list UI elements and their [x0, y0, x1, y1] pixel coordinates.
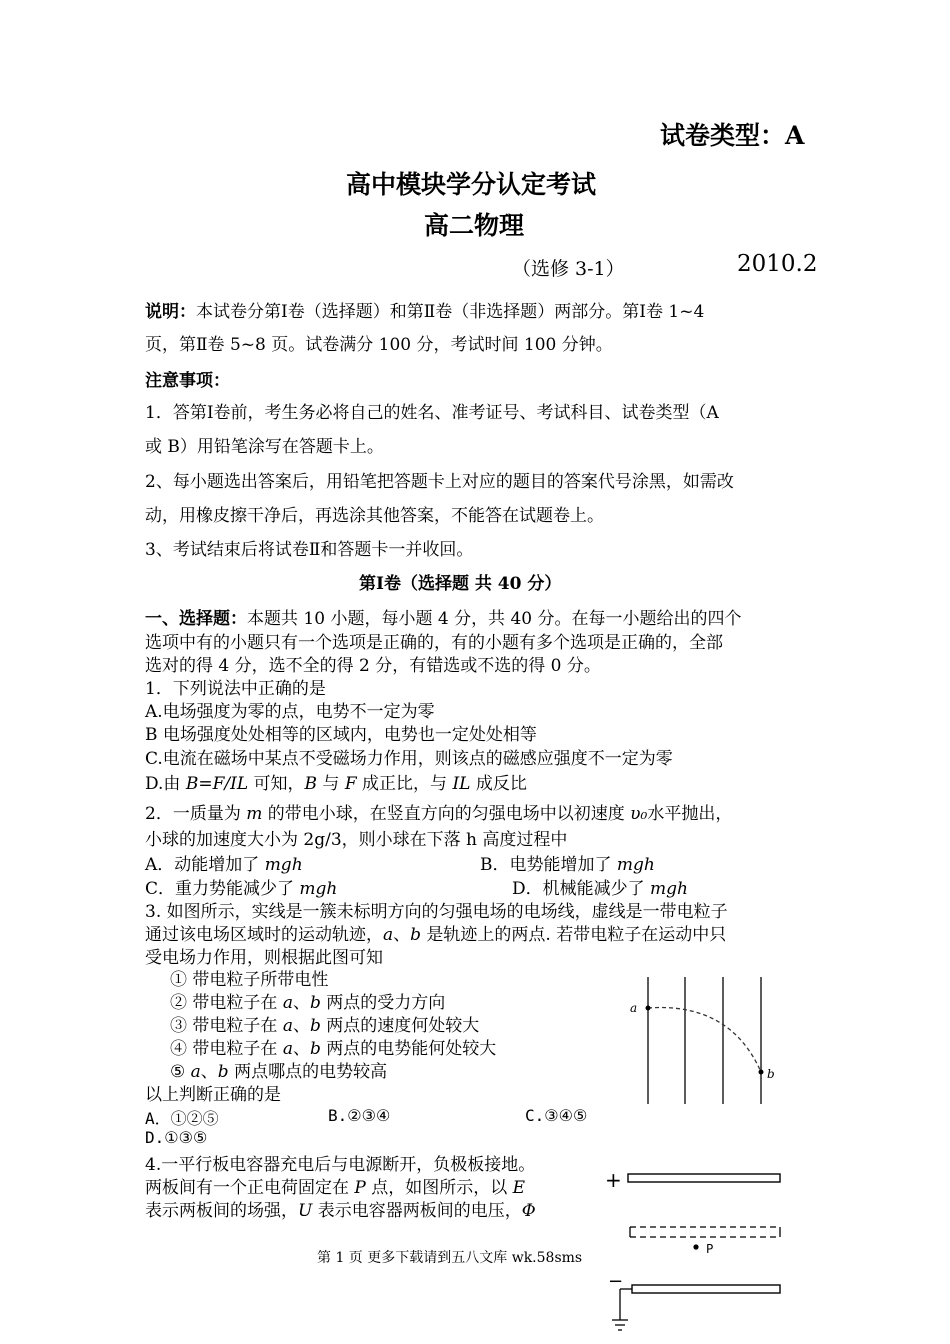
q4-line3	[145, 1196, 536, 1221]
q3-item2	[170, 988, 445, 1013]
q3-conclusion: 以上判断正确的是	[145, 1085, 281, 1105]
q2-mass: m	[246, 804, 263, 824]
q3-l2-sep: 、	[393, 925, 411, 945]
charge-p-dot	[693, 1244, 698, 1249]
section1-text: 本题共 10 小题，每小题 4 分，共 40 分。在每一小题给出的四个	[247, 609, 742, 629]
q1-option-b: B 电场强度处处相等的区域内，电势也一定处处相等	[145, 725, 537, 745]
q4-line1: 4.一平行板电容器充电后与电源断开，负极板接地。	[145, 1155, 536, 1175]
description-line1	[145, 297, 704, 322]
description-text: 本试卷分第Ⅰ卷（选择题）和第Ⅱ卷（非选择题）两部分。第Ⅰ卷 1~4	[196, 302, 705, 322]
q3-l2-a: a	[383, 925, 394, 945]
q1-d-pre: D.由	[145, 774, 186, 794]
q2-option-b	[480, 850, 655, 875]
q4-l3-pre: 表示两板间的场强，	[145, 1201, 298, 1221]
q2-c-text: C．重力势能减少了	[145, 879, 300, 899]
q1-stem: 1．下列说法中正确的是	[145, 679, 326, 699]
q3-i4-b: b	[309, 1039, 321, 1059]
q1-d-f: F	[344, 774, 357, 794]
q3-option-d: D.①③⑤	[145, 1128, 208, 1147]
q3-i5-post: 两点哪点的电势较高	[228, 1062, 388, 1082]
q1-d-mid2: 与	[317, 774, 345, 794]
q3-i4-sep: 、	[292, 1039, 310, 1059]
q3-l2-pre: 通过该电场区域时的运动轨迹，	[145, 925, 383, 945]
q2-option-d	[512, 874, 688, 899]
section1-line1	[145, 604, 742, 629]
q3-line1: 3. 如图所示，实线是一簇未标明方向的匀强电场的电场线，虚线是一带电粒子	[145, 902, 728, 922]
q4-l2-e: E	[512, 1178, 526, 1198]
q3-item3	[170, 1011, 479, 1036]
q1-d-b: B	[304, 774, 318, 794]
q1-option-c: C.电流在磁场中某点不受磁场力作用，则该点的磁感应强度不一定为零	[145, 749, 673, 769]
q3-i4-post: 两点的电势能何处较大	[320, 1039, 497, 1059]
description-line2: 页，第Ⅱ卷 5~8 页。试卷满分 100 分，考试时间 100 分钟。	[145, 335, 613, 355]
trajectory-curve	[648, 1008, 761, 1072]
section1-label: 一、选择题：	[145, 609, 247, 629]
positive-plate	[628, 1174, 780, 1182]
q4-l3-u: U	[298, 1201, 313, 1221]
q4-l3-phi: Φ	[521, 1201, 536, 1221]
q3-i5-sep: 、	[200, 1062, 218, 1082]
q3-i5-b: b	[217, 1062, 229, 1082]
note2-line2: 动，用橡皮擦干净后，再选涂其他答案，不能答在试题卷上。	[145, 506, 604, 526]
q3-i4-a: a	[282, 1039, 293, 1059]
q2-option-c	[145, 874, 337, 899]
q2-velocity: υ₀	[630, 804, 648, 824]
point-b-dot	[759, 1070, 764, 1075]
q3-option-a: A．①②⑤	[145, 1109, 219, 1128]
q2-l1-post: 水平抛出，	[647, 804, 733, 824]
section1-heading: 第Ⅰ卷（选择题 共 40 分）	[359, 574, 562, 594]
point-a-label: a	[630, 1001, 638, 1015]
q3-i2-sep: 、	[292, 993, 310, 1013]
q1-d-mid3: 成正比，与	[356, 774, 453, 794]
plus-sign: +	[605, 1168, 622, 1192]
q2-a-text: A．动能增加了	[145, 855, 265, 875]
q3-item1: ① 带电粒子所带电性	[170, 970, 329, 990]
q3-i3-b: b	[309, 1016, 321, 1036]
q1-d-il: IL	[452, 774, 471, 794]
q3-i3-pre: ③ 带电粒子在	[170, 1016, 283, 1036]
q4-l2-pre: 两板间有一个正电荷固定在	[145, 1178, 355, 1198]
point-b-label: b	[767, 1067, 775, 1081]
q3-i2-b: b	[309, 993, 321, 1013]
q2-line1	[145, 799, 732, 824]
q1-option-a: A.电场强度为零的点，电势不一定为零	[145, 702, 435, 722]
charge-p-label: P	[706, 1242, 714, 1256]
note2-line1: 2、每小题选出答案后，用铅笔把答题卡上对应的题目的答案代号涂黑，如需改	[145, 472, 734, 492]
description-label: 说明：	[145, 302, 196, 322]
q2-c-mgh: mgh	[299, 879, 338, 899]
q4-l2-mid: 点，如图所示，以	[365, 1178, 513, 1198]
q3-i3-post: 两点的速度何处较大	[320, 1016, 480, 1036]
q4-l2-p: P	[354, 1178, 366, 1198]
q3-l2-post: 是轨迹上的两点. 若带电粒子在运动中只	[421, 925, 727, 945]
note1-line2: 或 B）用铅笔涂写在答题卡上。	[145, 437, 384, 457]
q2-l1-pre: 2．一质量为	[145, 804, 247, 824]
q3-i5-a: a	[190, 1062, 201, 1082]
page-footer: 第 1 页 更多下载请到五八文库 wk.58sms	[317, 1250, 583, 1266]
section1-line3: 选对的得 4 分，选不全的得 2 分，有错选或不选的得 0 分。	[145, 656, 601, 676]
negative-plate	[632, 1285, 780, 1293]
q3-i5-pre: ⑤	[170, 1062, 191, 1082]
q3-i2-pre: ② 带电粒子在	[170, 993, 283, 1013]
q1-option-d	[145, 769, 527, 794]
note3: 3、考试结束后将试卷Ⅱ和答题卡一并收回。	[145, 540, 474, 560]
q2-line2: 小球的加速度大小为 2g/3，则小球在下落 h 高度过程中	[145, 830, 568, 850]
q3-line2	[145, 920, 726, 945]
q2-a-mgh: mgh	[264, 855, 303, 875]
note1-line1: 1．答第Ⅰ卷前，考生务必将自己的姓名、准考证号、考试科目、试卷类型（A	[145, 403, 719, 423]
q2-b-text: B．电势能增加了	[480, 855, 617, 875]
q3-option-c: C.③④⑤	[525, 1106, 588, 1125]
q1-d-mid1: 可知，	[248, 774, 305, 794]
q4-l3-mid: 表示电容器两板间的电压，	[312, 1201, 522, 1221]
q1-d-formula: B=F/IL	[185, 774, 249, 794]
minus-sign: −	[608, 1271, 624, 1292]
exam-date: 2010.2	[737, 251, 818, 277]
q2-d-mgh: mgh	[650, 879, 688, 899]
q2-l1-mid: 的带电小球，在竖直方向的匀强电场中以初速度	[262, 804, 631, 824]
q3-i2-post: 两点的受力方向	[320, 993, 446, 1013]
q3-i2-a: a	[282, 993, 293, 1013]
section1-line2: 选项中有的小题只有一个选项是正确的，有的小题有多个选项是正确的，全部	[145, 633, 723, 653]
q1-d-post: 成反比	[470, 774, 527, 794]
q4-capacitor-figure	[600, 1165, 790, 1340]
notes-heading: 注意事项：	[145, 371, 230, 391]
q3-i4-pre: ④ 带电粒子在	[170, 1039, 283, 1059]
q2-option-a	[145, 850, 303, 875]
q3-option-b: B.②③④	[328, 1106, 391, 1125]
q4-line2	[145, 1173, 525, 1198]
q3-line3: 受电场力作用，则根据此图可知	[145, 948, 383, 968]
point-a-dot	[646, 1006, 651, 1011]
q3-item4	[170, 1034, 496, 1059]
q2-b-mgh: mgh	[616, 855, 655, 875]
exam-subject: 高二物理	[424, 211, 525, 240]
exam-title: 高中模块学分认定考试	[346, 170, 597, 199]
q3-i3-sep: 、	[292, 1016, 310, 1036]
q3-item5	[170, 1057, 387, 1082]
q2-d-text: D．机械能减少了	[512, 879, 651, 899]
q3-field-figure	[620, 972, 780, 1107]
q3-l2-b: b	[410, 925, 422, 945]
paper-type: 试卷类型：A	[660, 121, 805, 150]
q3-i3-a: a	[282, 1016, 293, 1036]
module-label: （选修 3-1）	[512, 258, 625, 280]
